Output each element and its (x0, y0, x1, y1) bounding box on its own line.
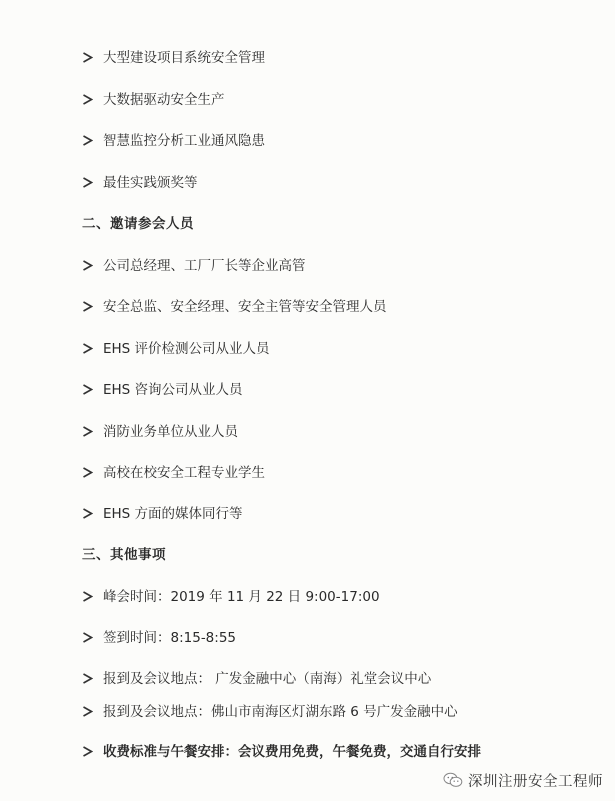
list-item-text: 收费标准与午餐安排：会议费用免费，午餐免费，交通自行安排 (103, 744, 481, 760)
watermark (443, 769, 603, 791)
list-item-text: 智慧监控分析工业通风隐患 (103, 133, 265, 149)
list-item-text: 高校在校安全工程专业学生 (103, 465, 265, 481)
list-item-text: EHS 评价检测公司从业人员 (103, 341, 270, 357)
list-item-text: 报到及会议地点： 广发金融中心（南海）礼堂会议中心 (103, 671, 432, 687)
list-item-text: 最佳实践颁奖等 (103, 175, 198, 191)
list-item-text: 报到及会议地点：佛山市南海区灯湖东路 6 号广发金融中心 (103, 704, 458, 720)
arrow-bullet-icon (82, 255, 94, 277)
arrow-bullet-icon (82, 462, 94, 484)
list-item-text: 公司总经理、工厂厂长等企业高管 (103, 258, 306, 274)
list-item-text: 安全总监、安全经理、安全主管等安全管理人员 (103, 299, 387, 315)
arrow-bullet-icon (82, 421, 94, 443)
arrow-bullet-icon (82, 338, 94, 360)
arrow-bullet-icon (82, 130, 94, 152)
arrow-bullet-icon (82, 741, 94, 763)
arrow-bullet-icon (82, 668, 94, 690)
arrow-bullet-icon (82, 296, 94, 318)
section-heading-text: 二、邀请参会人员 (82, 216, 194, 232)
arrow-bullet-icon (82, 627, 94, 649)
list-item-text: EHS 方面的媒体同行等 (103, 506, 243, 522)
arrow-bullet-icon (82, 89, 94, 111)
list-item-text: 签到时间：8:15-8:55 (103, 630, 237, 646)
wechat-icon (443, 772, 463, 788)
list-item-text: 消防业务单位从业人员 (103, 424, 238, 440)
list-item-text: EHS 咨询公司从业人员 (103, 382, 243, 398)
watermark-text: 深圳注册安全工程师 (468, 773, 603, 790)
arrow-bullet-icon (82, 701, 94, 723)
section-heading-text: 三、其他事项 (82, 547, 166, 563)
list-item-text: 大型建设项目系统安全管理 (103, 50, 265, 66)
arrow-bullet-icon (82, 47, 94, 69)
arrow-bullet-icon (82, 503, 94, 525)
arrow-bullet-icon (82, 586, 94, 608)
list-item-text: 大数据驱动安全生产 (103, 92, 225, 108)
arrow-bullet-icon (82, 379, 94, 401)
arrow-bullet-icon (82, 172, 94, 194)
list-item-text: 峰会时间：2019 年 11 月 22 日 9:00-17:00 (103, 589, 380, 605)
